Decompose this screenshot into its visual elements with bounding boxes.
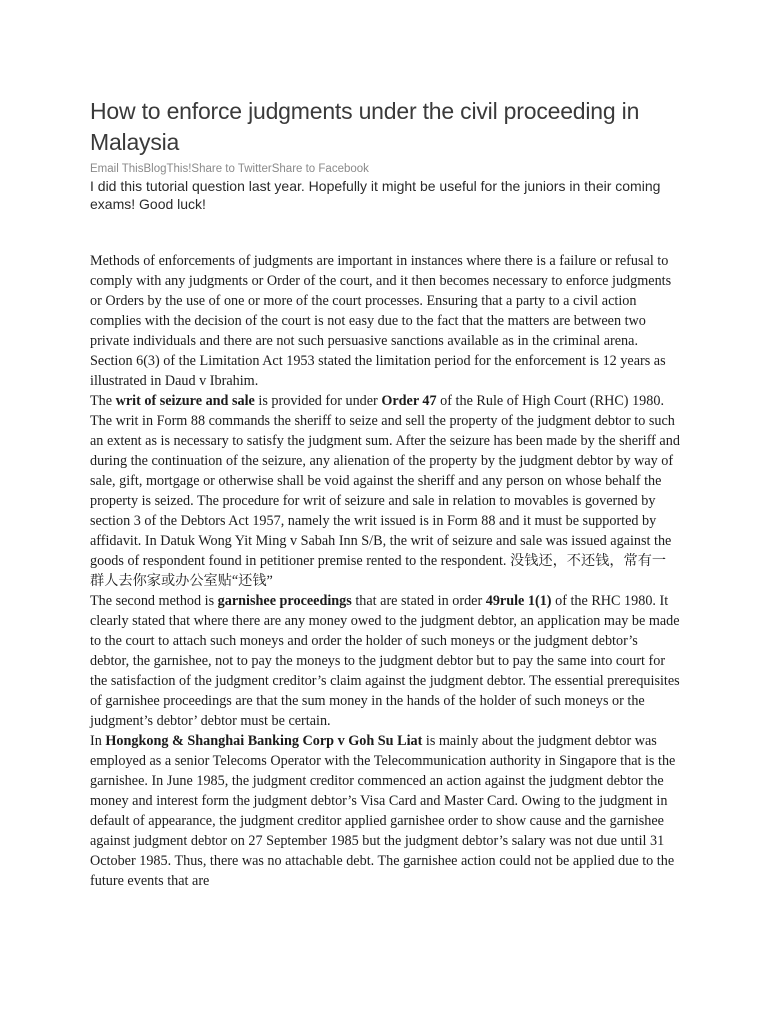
bold-term-order-49: 49rule 1(1) (485, 593, 552, 609)
bold-case-name-hsbc: Hongkong & Shanghai Banking Corp v Goh Su Liat (105, 733, 423, 749)
article (90, 96, 680, 891)
text-segment: is provided for under (254, 393, 382, 409)
blog-this-link[interactable]: BlogThis! (143, 163, 192, 175)
article-title: How to enforce judgments under the civil proceeding in Malaysia (90, 98, 640, 155)
intro-text: I did this tutorial question last year. Hopefully it might be useful for the juniors in their coming exams! Good luck! (90, 178, 661, 212)
share-bar (90, 162, 680, 176)
text-segment: that are stated in order (351, 593, 486, 609)
text-segment: of the RHC 1980. It clearly stated that where there are any money owed to the judgment debtor, an application may be made to the court to attach such moneys and order the holder of such moneys or the judgment debtor’s debtor, the garnishee, not to pay the moneys to the judgment debtor but to pay the same into court for the satisfaction of the judgment creditor’s claim against the judgment debtor. The essential prerequisites of garnishee proceedings are that the sum money in the hands of the holder of such moneys or the judgment’s debtor’ debtor must be certain. (90, 593, 680, 729)
text-segment: The second method is (90, 593, 218, 609)
text-segment: is mainly about the judgment debtor was employed as a senior Telecoms Operator with the Telecommunication authority in Singapore that is the garnishee. In June 1985, the judgment creditor commenced an action against the judgment debtor the money and interest form the judgment debtor’s Visa Card and Master Card. Owing to the judgment in default of appearance, the judgment creditor applied garnishee order to show cause and the garnishee against judgment debtor on 27 September 1985 but the judgment debtor’s salary was not due until 31 October 1985. Thus, there was no attachable debt. The garnishee action could not be applied due to the future events that are (90, 733, 676, 889)
share-to-twitter-link[interactable]: Share to Twitter (191, 163, 272, 175)
text-segment: of the Rule of High Court (RHC) 1980. The writ in Form 88 commands the sheriff to seize and sell the property of the judgment debtor to such an extent as is necessary to satisfy the judgment sum. After the seizure has been made by the sheriff and during the continuation of the seizure, any alienation of the property by the judgment debtor by way of sale, gift, mortgage or otherwise shall be void against the sheriff and any person on whose behalf the property is seized. The procedure for writ of seizure and sale in relation to movables is governed by section 3 of the Debtors Act 1957, namely the writ issued is in Form 88 and it must be supported by affidavit. In Datuk Wong Yit Ming v Sabah Inn S/B, the writ of seizure and sale was issued against the goods of respondent found in petitioner premise rented to the respondent. 没钱还，不还钱，常有一群人去你家或办公室贴“还钱” (90, 393, 680, 589)
bold-term-writ-of-seizure: writ of seizure and sale (115, 393, 255, 409)
bold-term-garnishee-proceedings: garnishee proceedings (217, 593, 352, 609)
article-body (90, 251, 680, 891)
email-this-link[interactable]: Email This (90, 163, 144, 175)
share-to-facebook-link[interactable]: Share to Facebook (271, 163, 369, 175)
paragraph-case-hsbc (90, 731, 680, 891)
paragraph-writ-of-seizure (90, 391, 680, 591)
paragraph-garnishee (90, 591, 680, 731)
text-segment: The (90, 393, 116, 409)
bold-term-order-47: Order 47 (381, 393, 437, 409)
paragraph-limitation: Methods of enforcements of judgments are important in instances where there is a failure or refusal to comply with any judgments or Order of the court, and it then becomes necessary to enforce judgments or Orders by the use of one or more of the court processes. Ensuring that a party to a civil action complies with the decision of the court is not easy due to the fact that the matters are between two private individuals and there are not such persuasive sanctions available as in the criminal arena. Section 6(3) of the Limitation Act 1953 stated the limitation period for the enforcement is 12 years as illustrated in Daud v Ibrahim. (90, 253, 672, 389)
text-segment: In (90, 733, 106, 749)
